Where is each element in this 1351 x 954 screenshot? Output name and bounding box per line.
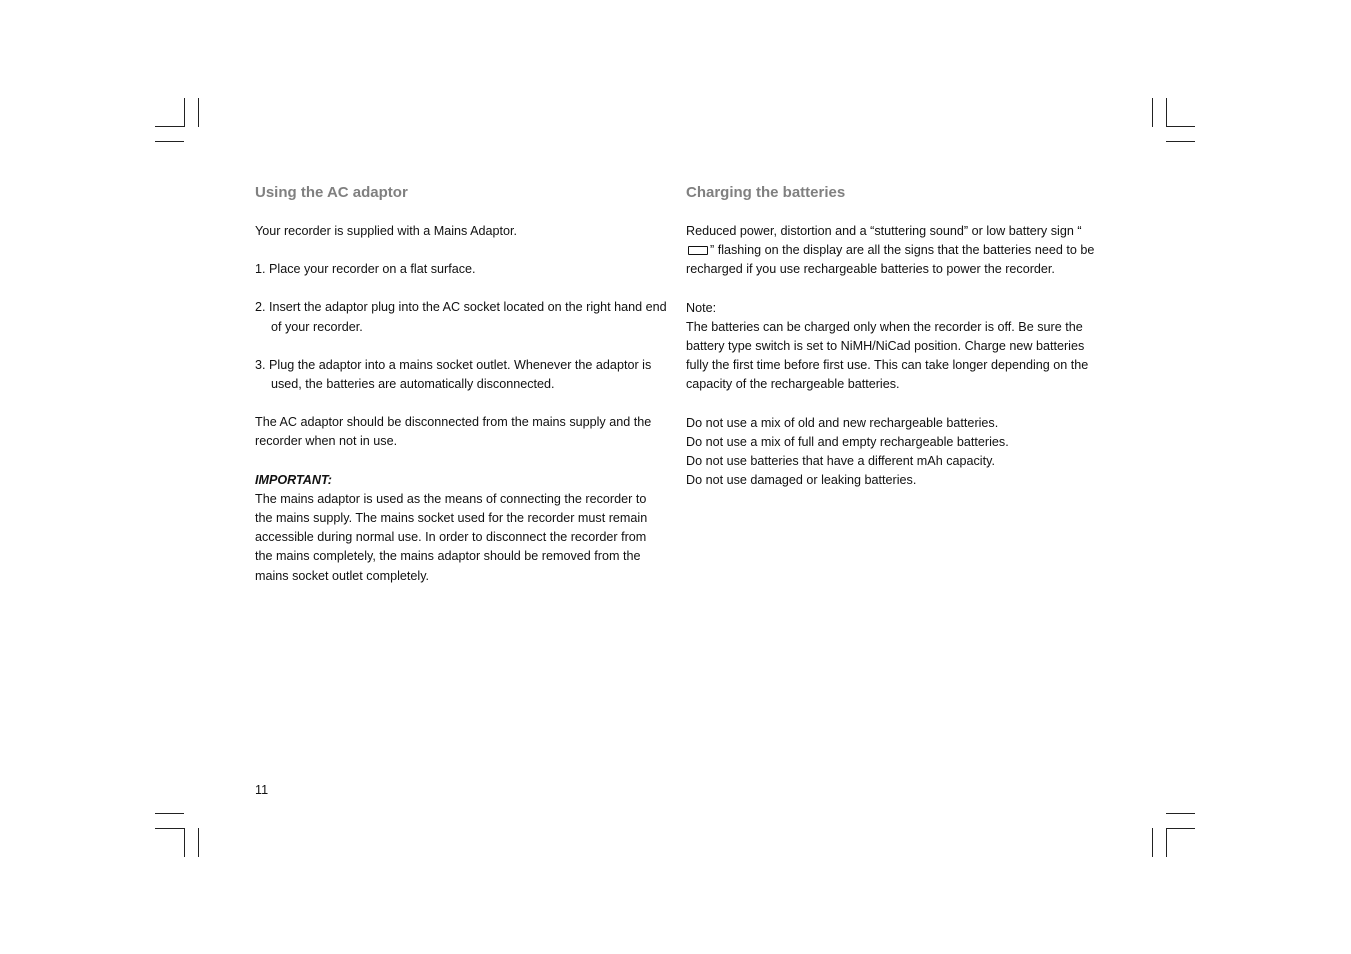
ac-adaptor-section (255, 183, 667, 605)
intro-text-before: Reduced power, distortion and a “stuttering sound” or low battery sign “ (686, 224, 1082, 238)
warning-item: Do not use damaged or leaking batteries. (686, 473, 917, 488)
charging-intro (686, 222, 1098, 280)
charging-section (686, 183, 1098, 490)
note-label: Note: (686, 300, 717, 315)
page-number: 11 (255, 783, 269, 797)
section-heading: Charging the batteries (686, 184, 846, 201)
section-heading: Using the AC adaptor (255, 184, 408, 201)
crop-mark (1166, 828, 1167, 857)
crop-mark (1152, 828, 1153, 857)
crop-mark (155, 828, 184, 829)
crop-mark (1166, 98, 1167, 127)
warning-item: Do not use batteries that have a different mAh capacity. (686, 454, 995, 469)
important-text: The mains adaptor is used as the means of connecting the recorder to the mains supply. The mains socket used for the recorder must remain accessible during normal use. In order to disconnect the recorder from the mains completely, the mains adaptor should be removed from the mains socket outlet completely. (255, 491, 648, 583)
crop-mark (184, 828, 185, 857)
disconnect-note: The AC adaptor should be disconnected from the mains supply and the recorder when not in use. (255, 415, 652, 449)
crop-mark (1152, 98, 1153, 127)
crop-mark (198, 98, 199, 127)
note-text: The batteries can be charged only when the recorder is off. Be sure the battery type switch is set to NiMH/NiCad position. Charge new batteries fully the first time before first use. This can take longer depending on the capacity of the rechargeable batteries. (686, 319, 1089, 392)
step-1: 1. Place your recorder on a flat surface. (255, 262, 476, 277)
crop-mark (184, 98, 185, 127)
crop-mark (155, 813, 184, 814)
crop-mark (1166, 126, 1195, 127)
intro-text-after: ” flashing on the display are all the signs that the batteries need to be recharged if you use rechargeable batteries to power the recorder. (686, 243, 1095, 277)
important-label: IMPORTANT: (255, 472, 332, 487)
warnings-list (686, 414, 1098, 491)
crop-mark (155, 141, 184, 142)
warning-item: Do not use a mix of old and new rechargeable batteries. (686, 415, 999, 430)
crop-mark (1166, 813, 1195, 814)
crop-mark (155, 126, 184, 127)
step-3: 3. Plug the adaptor into a mains socket outlet. Whenever the adaptor is used, the batteries are automatically disconnected. (255, 357, 652, 392)
step-2: 2. Insert the adaptor plug into the AC socket located on the right hand end of your recorder. (255, 300, 667, 334)
warning-item: Do not use a mix of full and empty rechargeable batteries. (686, 434, 1009, 449)
crop-mark (1166, 141, 1195, 142)
low-battery-icon (688, 246, 708, 255)
crop-mark (1166, 828, 1195, 829)
intro-paragraph: Your recorder is supplied with a Mains Adaptor. (255, 224, 518, 238)
crop-mark (198, 828, 199, 857)
